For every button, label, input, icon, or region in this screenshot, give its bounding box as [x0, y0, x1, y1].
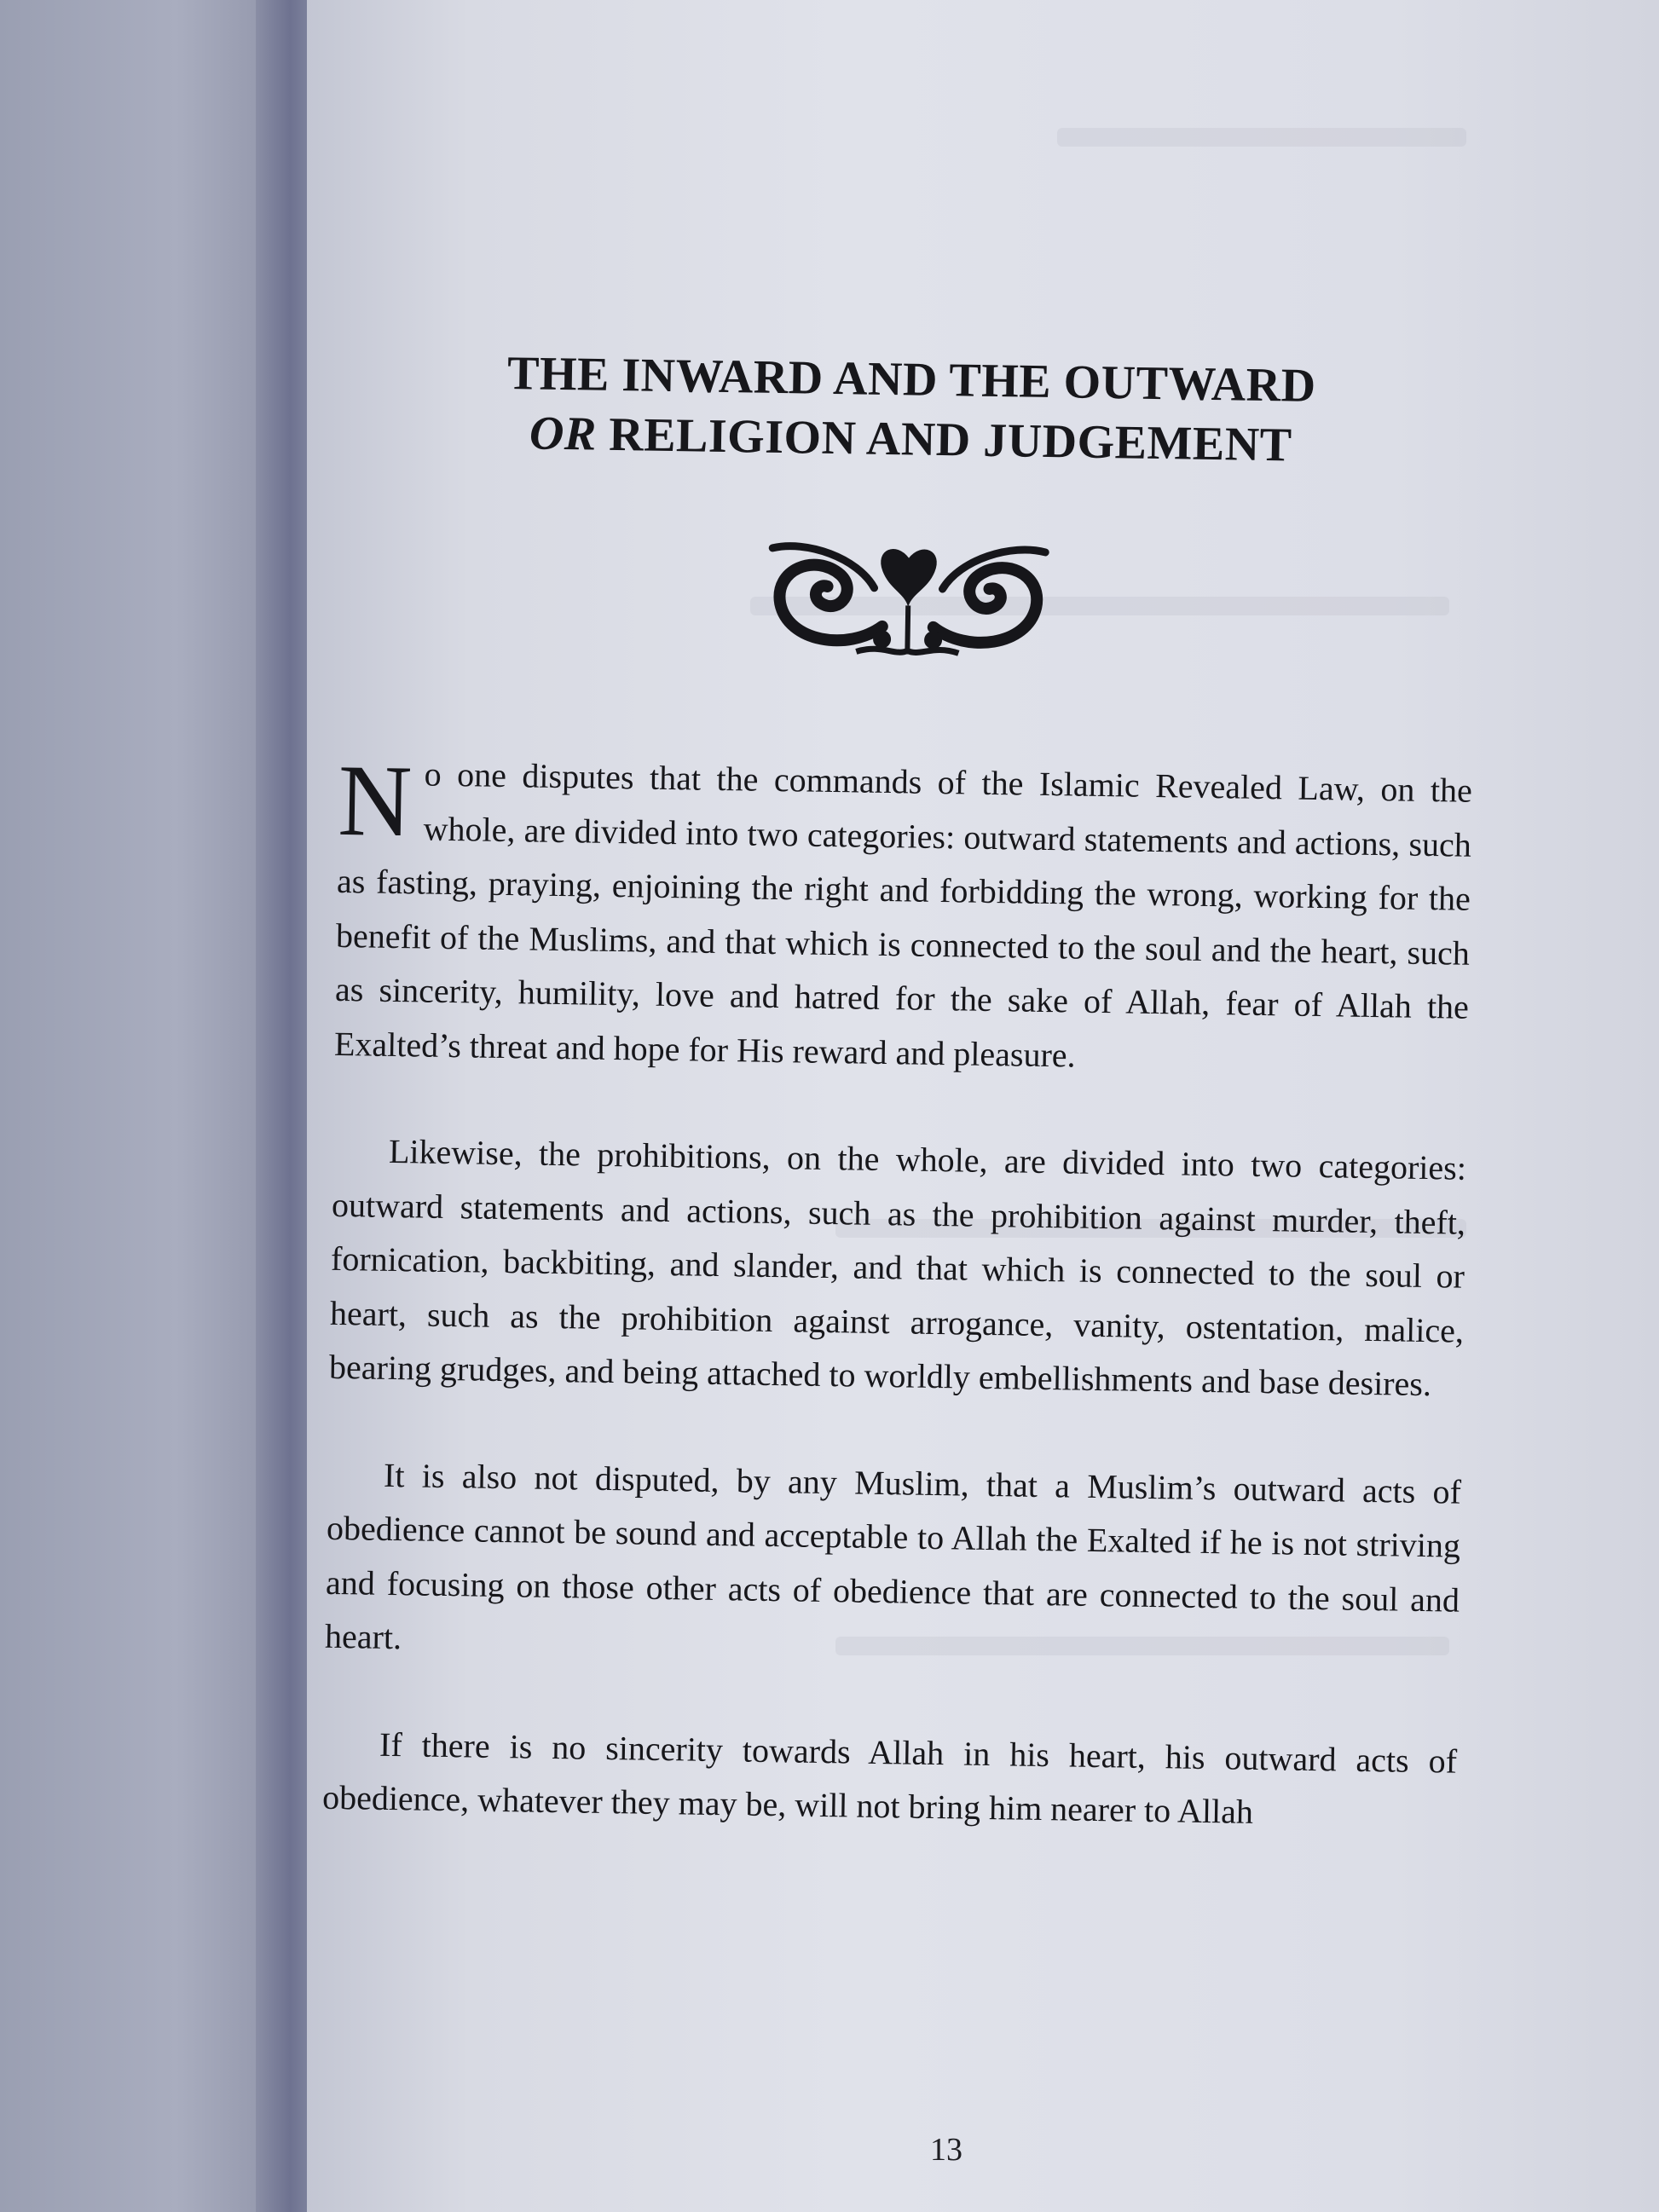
bleed-through-line — [1057, 128, 1466, 147]
paragraph-3: It is also not disputed, by any Muslim, that a Muslim’s outward acts of obedience cannot be sound and acceptable to Allah the Exalted if he is not striving and focusing on those other acts of obedience that are connected to the soul and heart. — [324, 1455, 1462, 1657]
right-page — [307, 0, 1659, 2212]
page-content — [321, 341, 1479, 1895]
chapter-title-or: OR — [529, 407, 598, 461]
drop-cap: N — [337, 742, 413, 858]
paragraph-1-text: o one disputes that the commands of the Islamic Revealed Law, on the whole, are divided into two categories: outward statements and actions, such as fasting, praying, enjoining the right and forbidding the wrong, working for the benefit of the Muslims, and that which is connected to the soul and the heart, such as sincerity, humility, love and hatred for the sake of Allah, fear of Allah the Exalted’s threat and hope for His reward and pleasure. — [333, 754, 1473, 1075]
chapter-title — [344, 341, 1479, 478]
paragraph-2: Likewise, the prohibitions, on the whole, are divided into two categories: outward statements and actions, such as the prohibition against murder, theft, fornication, backbiting, and slander, and that which is connected to the soul or heart, such as the prohibition against arrogance, vanity, ostentation, malice, bearing grudges, and being attached to worldly embellishments and base desires. — [328, 1131, 1467, 1404]
floral-ornament-icon — [754, 523, 1062, 664]
paragraph-4: If there is no sincerity towards Allah in his heart, his outward acts of obedience, whatever they may be, will not bring him nearer to Allah — [321, 1724, 1458, 1831]
paragraph-1 — [333, 742, 1473, 1089]
chapter-title-line1: THE INWARD AND THE OUTWARD — [506, 346, 1317, 413]
page-number: 13 — [930, 2132, 962, 2168]
chapter-title-line2: RELIGION AND JUDGEMENT — [596, 407, 1293, 472]
body-text — [321, 742, 1473, 1842]
left-page — [0, 0, 294, 2212]
